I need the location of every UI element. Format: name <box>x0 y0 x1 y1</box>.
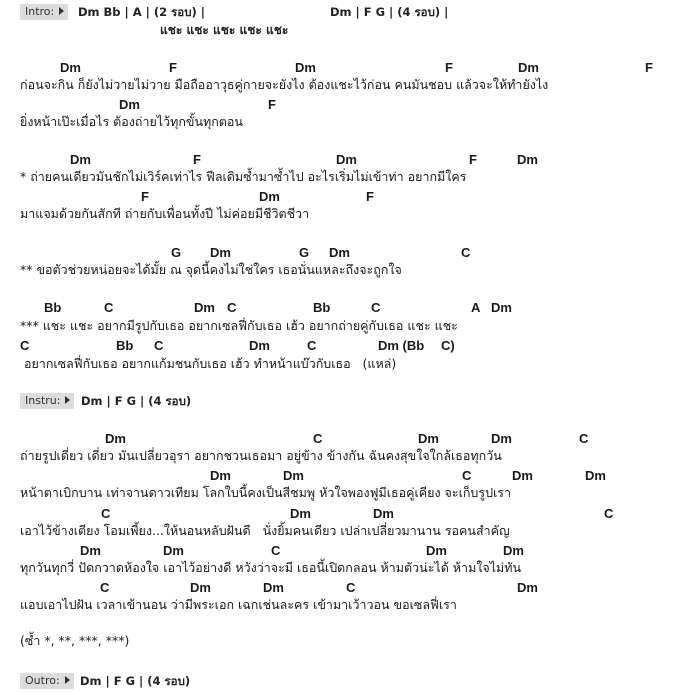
chord: C) <box>441 338 455 353</box>
chord: C <box>604 506 614 521</box>
chord: Dm <box>517 580 538 595</box>
chord: Dm <box>329 245 350 260</box>
play-arrow-icon <box>65 396 70 404</box>
lyric-line: มาแจมด้วยกันสักที ถ่ายกับเพื่อนทั้งปี ไม่ค่อยมีชีวิตชีวา <box>20 206 310 221</box>
chord: Dm <box>194 300 215 315</box>
chord: Dm <box>512 468 533 483</box>
chord: F <box>268 97 276 112</box>
intro-chords-2: Dm | F G | (4 รอบ) | <box>330 5 449 19</box>
chord: Dm <box>290 506 311 521</box>
chord: Dm <box>60 60 81 75</box>
chord: F <box>366 189 374 204</box>
lyric-line: ยิ่งหน้าเป๊ะเมื่อไร ต้องถ่ายไว้ทุกขั้นทุกตอน <box>20 114 243 129</box>
chord: Dm <box>491 431 512 446</box>
chord: Dm <box>518 60 539 75</box>
outro-label: Outro: <box>25 674 60 687</box>
chord: Dm <box>585 468 606 483</box>
chord: C <box>462 468 472 483</box>
chord: Bb <box>116 338 134 353</box>
chord: F <box>645 60 653 75</box>
lyric-line: แอบเอาไปฝัน เวลาเข้านอน ว่ามีพระเอก เฉกเช่นละคร เข้ามาเว้าวอน ขอเซลฟี่เรา <box>20 597 457 612</box>
chord: Dm <box>105 431 126 446</box>
chord: Dm <box>426 543 447 558</box>
repeat-note: (ซ้ำ *, **, ***, ***) <box>20 633 130 648</box>
chord: Dm (Bb <box>378 338 425 353</box>
instru-chords: Dm | F G | (4 รอบ) <box>81 394 192 408</box>
chord: Dm <box>70 152 91 167</box>
chord: F <box>469 152 477 167</box>
chord: C <box>271 543 281 558</box>
intro-sub-lyric: แชะ แชะ แชะ แชะ แชะ <box>160 23 289 37</box>
chord: Dm <box>210 468 231 483</box>
chord: C <box>313 431 323 446</box>
chord: Dm <box>210 245 231 260</box>
instru-section-tag[interactable] <box>20 393 74 409</box>
lyric-line: หน้าตาเบิกบาน เท่าจานดาวเทียม โลกใบนี้คงเป็นสีชมพู หัวใจพองฟูมีเธอคู่เคียง จะเก็บรูปเรา <box>20 485 512 500</box>
chord: C <box>20 338 30 353</box>
chord: Dm <box>119 97 140 112</box>
chord: Bb <box>44 300 62 315</box>
chord: C <box>154 338 164 353</box>
chord: G <box>299 245 310 260</box>
intro-section-tag[interactable] <box>20 4 68 20</box>
chord: F <box>141 189 149 204</box>
outro-chords: Dm | F G | (4 รอบ) <box>80 674 191 688</box>
chord: F <box>445 60 453 75</box>
chord: Dm <box>491 300 512 315</box>
outro-section-tag[interactable] <box>20 673 74 689</box>
chord: Dm <box>263 580 284 595</box>
chord: A <box>471 300 481 315</box>
chord: Bb <box>313 300 331 315</box>
chord: Dm <box>80 543 101 558</box>
chord: C <box>307 338 317 353</box>
lyric-line: ทุกวันทุกวี่ ปัดกวาดห้องใจ เอาไว้อย่างดี หวังว่าจะมี เธอนี้เปิดกลอน ห้ามตัวน่ะได้ ห้ามใจไม่ทัน <box>20 560 522 575</box>
instru-label: Instru: <box>25 394 61 407</box>
chord: C <box>579 431 589 446</box>
lyric-line: ถ่ายรูปเดี่ยว เดี่ยว มันเปลี่ยวอุรา อยากชวนเธอมา อยู่ข้าง ข้างกัน ฉันคงสุขใจใกล้เธอทุกวัน <box>20 448 502 463</box>
intro-label: Intro: <box>25 5 55 18</box>
lyric-line: *** แชะ แชะ อยากมีรูปกับเธอ อยากเซลฟี่กับเธอ เฮ้ว อยากถ่ายคู่กับเธอ แชะ แชะ <box>20 318 458 333</box>
play-arrow-icon <box>59 7 64 15</box>
chord: C <box>100 580 110 595</box>
intro-chords-1: Dm Bb | A | (2 รอบ) | <box>78 5 205 19</box>
chord: C <box>371 300 381 315</box>
chord: Dm <box>283 468 304 483</box>
lyric-line: * ถ่ายคนเดียวมันชักไม่เวิร์คเท่าไร ฟีลเดิมซ้ำมาซ้ำไป อะไรเริ่มไม่เข้าท่า อยากมีใคร <box>20 169 467 184</box>
chord: Dm <box>190 580 211 595</box>
lyric-line: ก่อนจะกิน ก็ยังไม่วายไม่วาย มือถืออาวุธคู่กายจะยังไง ต้องแชะไว้ก่อน คนมันชอบ แล้วจะให้ทำยังไง <box>20 77 549 92</box>
chord: C <box>101 506 111 521</box>
chord: Dm <box>249 338 270 353</box>
chord: G <box>171 245 182 260</box>
chord: Dm <box>517 152 538 167</box>
chord: C <box>227 300 237 315</box>
chord: Dm <box>418 431 439 446</box>
chord: F <box>169 60 177 75</box>
chord: Dm <box>295 60 316 75</box>
chord: C <box>461 245 471 260</box>
lyric-line: อยากเซลฟี่กับเธอ อยากแก้มชนกับเธอ เฮ้ว ทำหน้าแบ๊วกับเธอ (แหล่) <box>20 356 397 371</box>
chord: Dm <box>259 189 280 204</box>
lyric-line: ** ขอตัวช่วยหน่อยจะได้มั้ย ณ จุดนี้คงไม่ใช่ใคร เธอนั่นแหละถึงจะถูกใจ <box>20 262 402 277</box>
chord: Dm <box>373 506 394 521</box>
chord: C <box>346 580 356 595</box>
chord: C <box>104 300 114 315</box>
play-arrow-icon <box>65 676 70 684</box>
chord: F <box>193 152 201 167</box>
chord: Dm <box>336 152 357 167</box>
chord: Dm <box>163 543 184 558</box>
chord: Dm <box>503 543 524 558</box>
lyric-line: เอาไว้ข้างเตียง โอมเพี้ยง...ให้นอนหลับฝันดี นั่งยิ้มคนเดียว เปล่าเปลี่ยวมานาน รอคนสำคัญ <box>20 523 510 538</box>
